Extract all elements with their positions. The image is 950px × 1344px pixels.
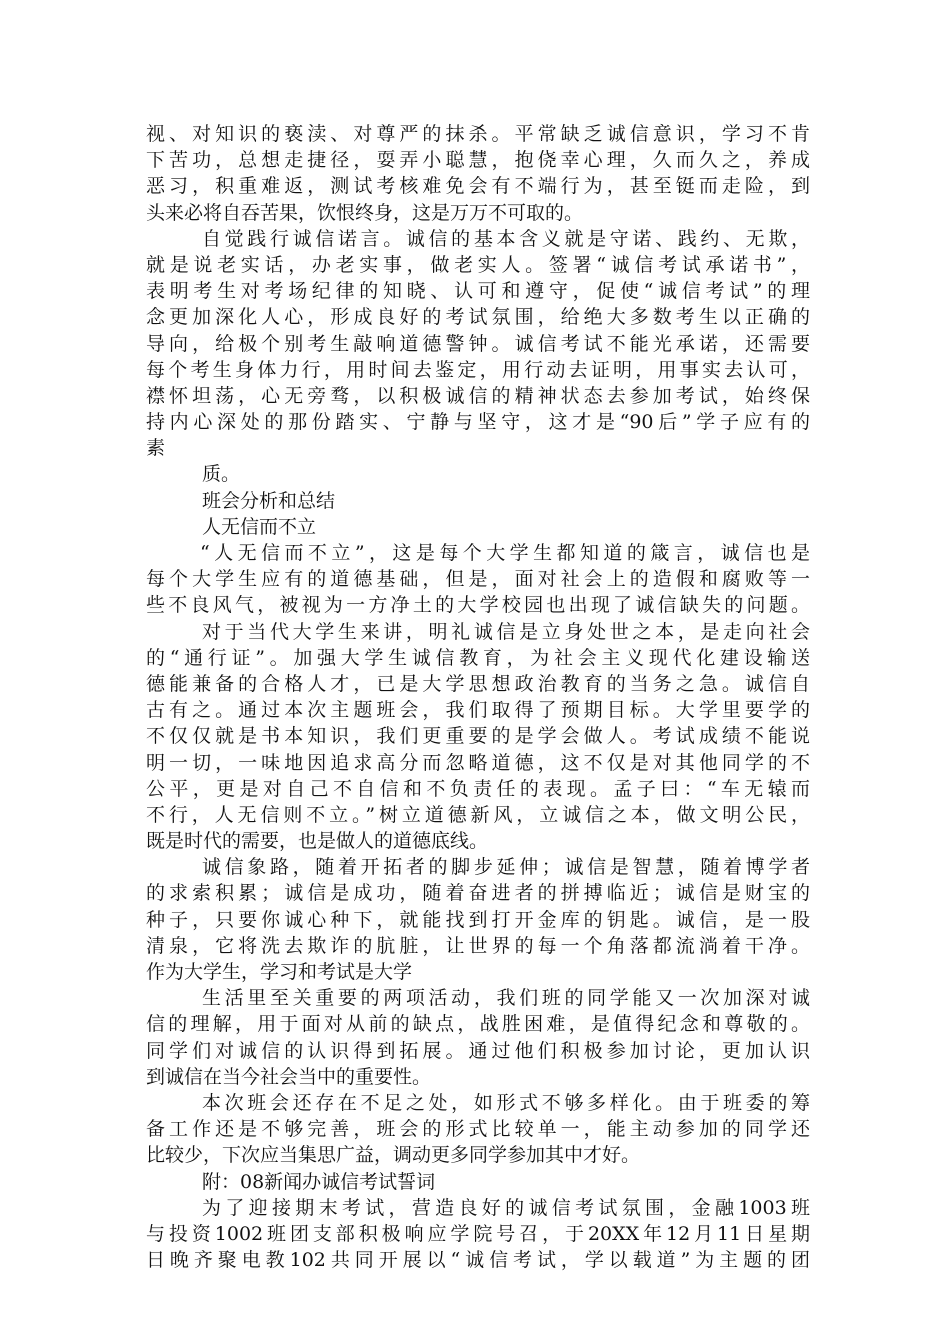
text-line: 对于当代大学生来讲，明礼诚信是立身处世之本，是走向社会 (202, 620, 810, 643)
text-line: 古有之。通过本次主题班会，我们取得了预期目标。大学里要学的 (146, 699, 810, 722)
text-line: 下苦功，总想走捷径，耍弄小聪慧，抱侥幸心理，久而久之，养成 (146, 149, 810, 172)
text-line: 导向，给极个别考生敲响道德警钟。诚信考试不能光承诺，还需要 (146, 332, 810, 355)
text-line: 的“通行证”。加强大学生诚信教育，为社会主义现代化建设输送 (146, 646, 810, 669)
text-line: 不行，人无信则不立。”树立道德新风，立诚信之本，做文明公民， (146, 803, 810, 826)
text-line: 比较少，下次应当集思广益，调动更多同学参加其中才好。 (146, 1144, 641, 1167)
text-line: 同学们对诚信的认识得到拓展。通过他们积极参加讨论，更加认识 (146, 1039, 810, 1062)
text-line: 种子，只要你诚心种下，就能找到打开金库的钥匙。诚信，是一股 (146, 908, 810, 931)
text-line: 素 (146, 437, 166, 460)
text-line: 公平，更是对自己不自信和不负责任的表现。孟子曰：“车无辕而 (146, 777, 810, 800)
text-line: 襟怀坦荡，心无旁骛，以积极诚信的精神状态去参加考试，始终保 (146, 384, 810, 407)
text-line: 信的理解，用于面对从前的缺点，战胜困难，是值得纪念和尊敬的。 (146, 1013, 810, 1036)
text-line: 表明考生对考场纪律的知晓、认可和遵守，促使“诚信考试”的理 (146, 280, 810, 303)
text-line: 诚信象路，随着开拓者的脚步延伸；诚信是智慧，随着博学者 (202, 856, 810, 879)
text-line: 作为大学生，学习和考试是大学 (146, 961, 413, 983)
text-line: 与投资1002班团支部积极响应学院号召，于20XX年12月11日星期 (146, 1222, 810, 1245)
text-line: 每个考生身体力行，用时间去鉴定，用行动去证明，用事实去认可， (146, 358, 810, 381)
text-line: 的求索积累；诚信是成功，随着奋进者的拼搏临近；诚信是财宝的 (146, 882, 810, 905)
text-line: 不仅仅就是书本知识，我们更重要的是学会做人。考试成绩不能说 (146, 725, 810, 748)
text-line: 人无信而不立 (202, 515, 317, 538)
text-line: 就是说老实话，办老实事，做老实人。签署“诚信考试承诺书”， (146, 253, 810, 276)
text-line: 些不良风气，被视为一方净土的大学校园也出现了诚信缺失的问题。 (146, 594, 810, 617)
text-line: “人无信而不立”，这是每个大学生都知道的箴言，诚信也是 (200, 542, 810, 564)
text-line: 念更加深化人心，形成良好的考试氛围，给绝大多数考生以正确的 (146, 306, 810, 329)
text-line: 本次班会还存在不足之处，如形式不够多样化。由于班委的筹 (202, 1091, 810, 1114)
text-line: 到诚信在当今社会当中的重要性。 (146, 1065, 432, 1088)
text-line: 持内心深处的那份踏实、宁静与坚守，这才是“90后”学子应有的 (146, 411, 810, 434)
text-line: 德能兼备的合格人才，已是大学思想政治教育的当务之急。诚信自 (146, 672, 810, 695)
text-line: 附：08新闻办诚信考试誓词 (202, 1170, 436, 1193)
text-line: 视、对知识的亵渎、对尊严的抹杀。平常缺乏诚信意识，学习不肯 (146, 123, 810, 145)
text-line: 头来必将自吞苦果，饮恨终身，这是万万不可取的。 (146, 201, 584, 224)
text-line: 清泉，它将洗去欺诈的肮脏，让世界的每一个角落都流淌着干净。 (146, 934, 810, 957)
text-line: 生活里至关重要的两项活动，我们班的同学能又一次加深对诚 (202, 987, 810, 1010)
text-line: 每个大学生应有的道德基础，但是，面对社会上的造假和腐败等一 (146, 568, 810, 591)
text-line: 班会分析和总结 (202, 489, 336, 512)
document-body (146, 121, 810, 1273)
text-line: 恶习，积重难返，测试考核难免会有不端行为，甚至铤而走险，到 (146, 175, 810, 198)
text-line: 既是时代的需要，也是做人的道德底线。 (146, 830, 489, 853)
text-line: 自觉践行诚信诺言。诚信的基本含义就是守诺、践约、无欺， (202, 227, 810, 250)
text-line: 备工作还是不够完善，班会的形式比较单一，能主动参加的同学还 (146, 1118, 810, 1141)
text-line: 质。 (202, 463, 241, 486)
text-line: 日晚齐聚电教102共同开展以“诚信考试，学以载道”为主题的团 (146, 1249, 810, 1272)
text-line: 为了迎接期末考试，营造良好的诚信考试氛围，金融1003班 (202, 1196, 810, 1219)
text-line: 明一切，一味地因追求高分而忽略道德，这不仅是对其他同学的不 (146, 751, 810, 774)
